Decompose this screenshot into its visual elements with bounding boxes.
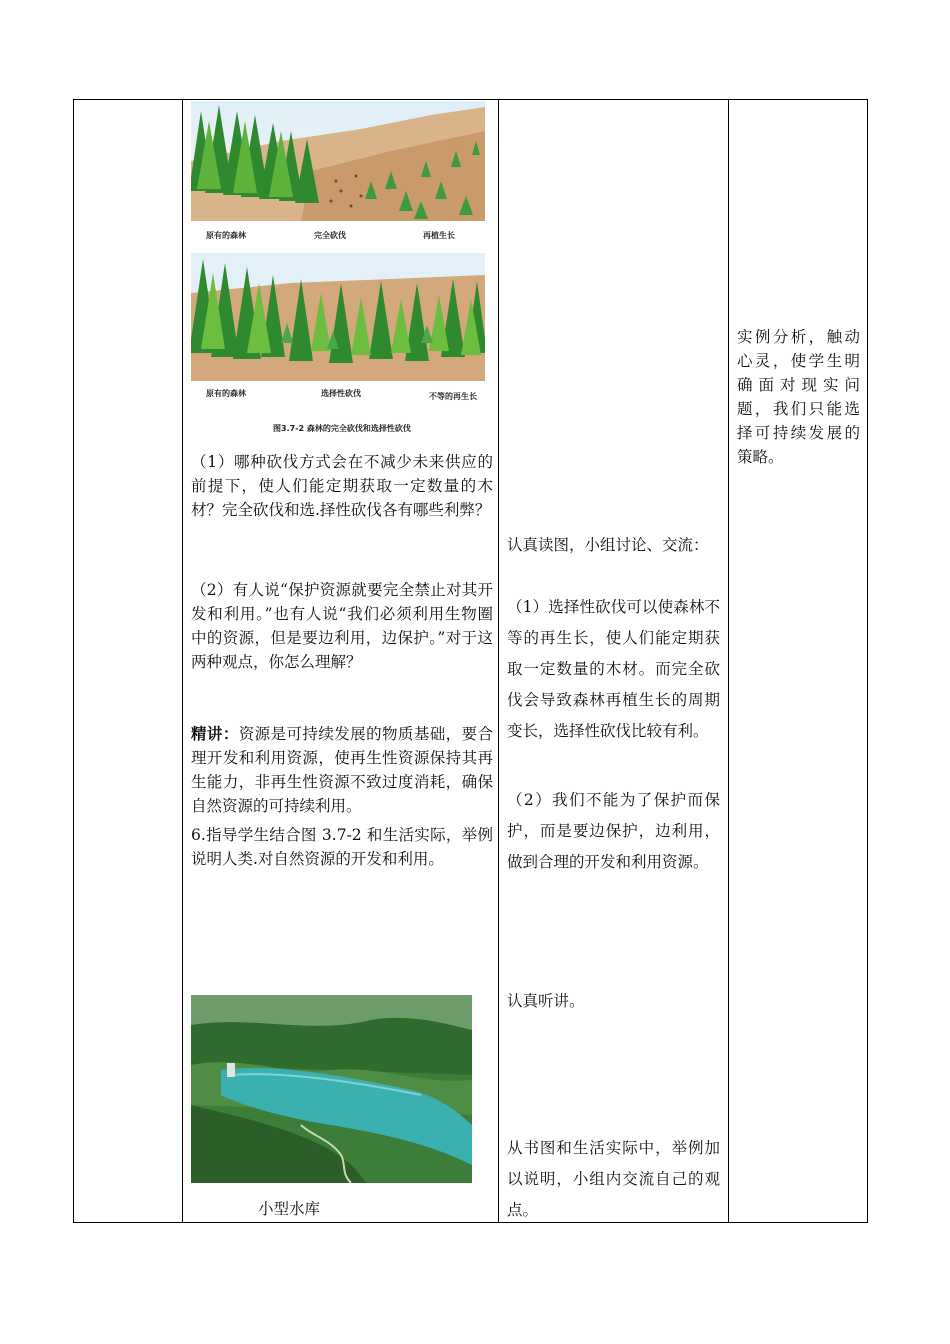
column-divider	[728, 100, 729, 1222]
figure-label: 不等的再生长	[429, 392, 477, 401]
student-answer-2: （2）我们不能为了保护而保护，而是要边保护，边利用，做到合理的开发和利用资源。	[507, 791, 720, 871]
student-activity-1: 认真读图，小组讨论、交流：	[507, 536, 709, 554]
figure-label: 再植生长	[423, 231, 455, 240]
column-divider	[498, 100, 499, 1222]
figure-label: 选择性砍伐	[321, 389, 361, 398]
reservoir-photo	[191, 995, 472, 1183]
figure-label: 原有的森林	[206, 389, 246, 398]
figure-label: 原有的森林	[206, 231, 246, 240]
student-activity-2: 认真听讲。	[507, 992, 585, 1010]
student-activity-3: 从书图和生活实际中，举例加以说明，小组内交流自己的观点。	[507, 1139, 720, 1219]
forest-selective-cutting-image	[191, 253, 485, 381]
teacher-explanation	[191, 722, 493, 818]
teacher-question-1: （1）哪种砍伐方式会在不减少未来供应的前提下，使人们能定期获取一定数量的木材？完全砍伐和选.择性砍伐各有哪些利弊？	[191, 453, 493, 519]
column-divider	[182, 100, 183, 1222]
design-intent-text: 实例分析，触动心灵，使学生明确面对现实问题，我们只能选择可持续发展的策略。	[737, 328, 860, 466]
teacher-question-2: （2）有人说“保护资源就要完全禁止对其开发和利用。”也有人说“我们必须利用生物圈中的资源，但是要边利用，边保护。”对于这两种观点，你怎么理解？	[191, 581, 493, 671]
figure-label: 完全砍伐	[314, 231, 346, 240]
teacher-item-6: 6.指导学生结合图 3.7-2 和生活实际，举例说明人类.对自然资源的开发和利用。	[191, 826, 493, 868]
student-answer-1: （1）选择性砍伐可以使森林不等的再生长，使人们能定期获取一定数量的木材。而完全砍伐会导致森林再植生长的周期变长，选择性砍伐比较有利。	[507, 598, 720, 740]
explanation-label: 精讲：	[191, 724, 239, 743]
forest-clear-cutting-image	[191, 101, 485, 221]
explanation-text: 资源是可持续发展的物质基础，要合理开发和利用资源，使再生性资源保持其再生能力，非再生性资源不致过度消耗，确保自然资源的可持续利用。	[191, 725, 493, 815]
reservoir-caption: 小型水库	[258, 1200, 321, 1218]
figure-caption: 图3.7-2 森林的完全砍伐和选择性砍伐	[273, 424, 411, 433]
